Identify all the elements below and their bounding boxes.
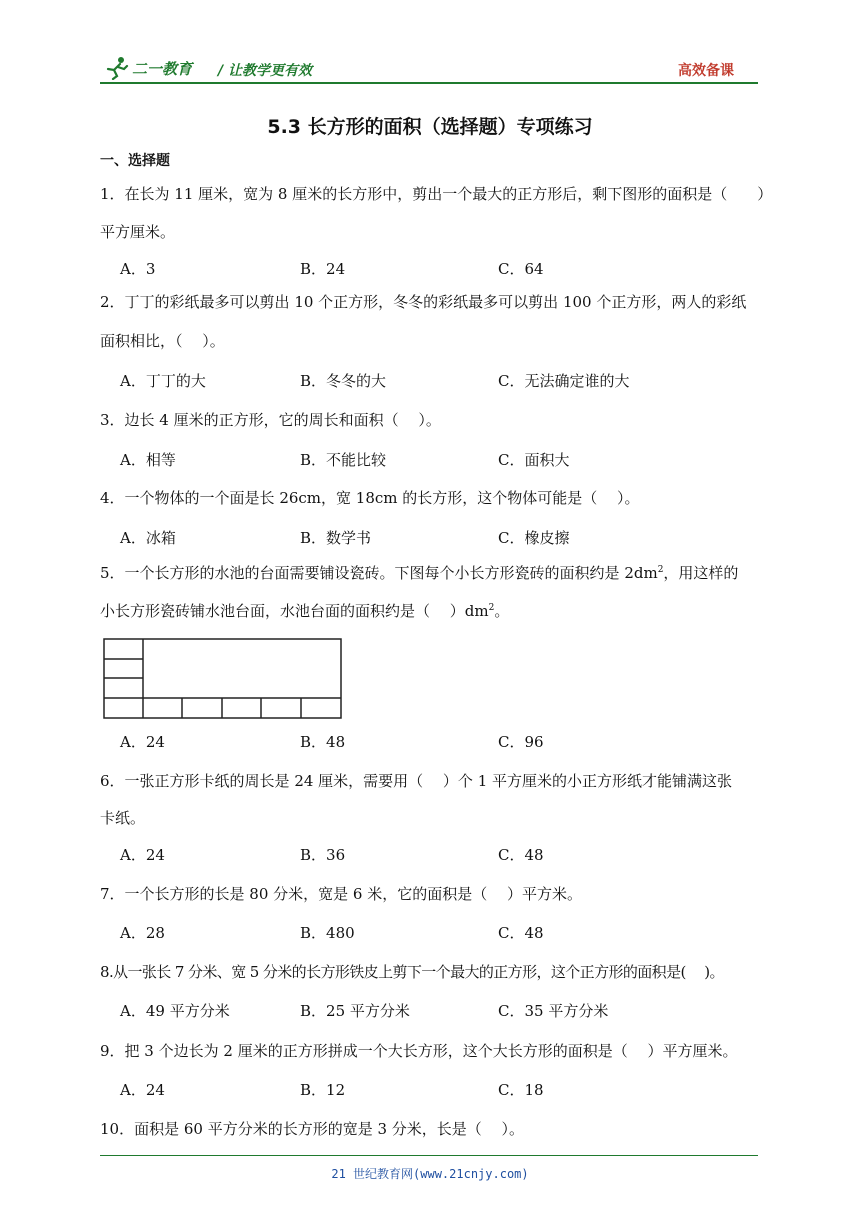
option-a[interactable]: A．丁丁的大 (120, 372, 206, 390)
option-a[interactable]: A．28 (120, 924, 165, 942)
tile-diagram (103, 638, 343, 720)
option-c[interactable]: C．橡皮擦 (498, 529, 570, 547)
page-header (100, 52, 758, 84)
option-c[interactable]: C．96 (498, 733, 544, 751)
option-b[interactable]: B．数学书 (300, 529, 372, 547)
footer-divider (100, 1155, 758, 1156)
question-2-line-1: 2．丁丁的彩纸最多可以剪出 10 个正方形，冬冬的彩纸最多可以剪出 100 个正方形，两人的彩纸 (100, 293, 747, 311)
question-7-line-1: 7．一个长方形的长是 80 分米，宽是 6 米，它的面积是（ ）平方米。 (100, 885, 583, 903)
question-5-line-1: 5．一个长方形的水池的台面需要铺设瓷砖。下图每个小长方形瓷砖的面积约是 $2dm^2$，用这样的 (100, 564, 739, 582)
question-8-options (120, 1000, 760, 1022)
option-b[interactable]: B．24 (300, 260, 346, 278)
option-c[interactable]: C．18 (498, 1081, 544, 1099)
option-a[interactable]: A．3 (120, 260, 156, 278)
question-6-line-2: 卡纸。 (100, 809, 146, 827)
question-5-line-2: 小长方形瓷砖铺水池台面，水池台面的面积约是（ ）$dm^2$。 (100, 602, 510, 620)
option-c[interactable]: C．48 (498, 924, 544, 942)
option-b[interactable]: B．25 平方分米 (300, 1002, 410, 1020)
question-5-options (120, 731, 760, 753)
question-4-options (120, 527, 760, 549)
option-b[interactable]: B．36 (300, 846, 346, 864)
option-b[interactable]: B．不能比较 (300, 451, 387, 469)
option-c[interactable]: C．35 平方分米 (498, 1002, 609, 1020)
question-6-options (120, 844, 760, 866)
option-a[interactable]: A．相等 (120, 451, 176, 469)
option-b[interactable]: B．冬冬的大 (300, 372, 387, 390)
option-b[interactable]: B．12 (300, 1081, 346, 1099)
runner-logo-icon (104, 56, 130, 80)
option-a[interactable]: A．24 (120, 1081, 165, 1099)
question-8-line-1: 8.从一张长 7 分米、宽 5 分米的长方形铁皮上剪下一个最大的正方形，这个正方形的面积是( )。 (100, 963, 724, 981)
question-3-options (120, 449, 760, 471)
question-1-options (120, 258, 760, 280)
question-2-line-2: 面积相比，（ ）。 (100, 332, 225, 350)
section-heading: 一、选择题 (100, 153, 170, 169)
option-a[interactable]: A．24 (120, 846, 165, 864)
question-7-options (120, 922, 760, 944)
tagline: 高效备课 (678, 63, 734, 79)
question-4-line-1: 4．一个物体的一个面是长 26cm，宽 18cm 的长方形，这个物体可能是（ ）。 (100, 489, 640, 507)
option-c[interactable]: C．无法确定谁的大 (498, 372, 630, 390)
page-title: 5.3 长方形的面积（选择题）专项练习 (267, 116, 593, 138)
logo (104, 54, 214, 82)
option-c[interactable]: C．面积大 (498, 451, 570, 469)
question-6-line-1: 6．一张正方形卡纸的周长是 24 厘米，需要用（ ）个 1 平方厘米的小正方形纸才能铺满这张 (100, 772, 733, 790)
question-1-line-1: 1．在长为 11 厘米，宽为 8 厘米的长方形中，剪出一个最大的正方形后，剩下图形的面积是（ ） (100, 185, 773, 203)
header-divider (100, 82, 758, 84)
question-3-line-1: 3．边长 4 厘米的正方形，它的周长和面积（ ）。 (100, 411, 441, 429)
option-a[interactable]: A．49 平方分米 (120, 1002, 230, 1020)
question-1-line-2: 平方厘米。 (100, 223, 176, 241)
question-2-options (120, 370, 760, 392)
slogan: / 让教学更有效 (218, 63, 312, 79)
question-9-options (120, 1079, 760, 1101)
question-10-line-1: 10．面积是 60 平方分米的长方形的宽是 3 分米，长是（ ）。 (100, 1120, 525, 1138)
logo-text: 二一教育 (132, 60, 193, 78)
question-9-line-1: 9．把 3 个边长为 2 厘米的正方形拼成一个大长方形，这个大长方形的面积是（ ）平方厘米。 (100, 1042, 738, 1060)
option-c[interactable]: C．48 (498, 846, 544, 864)
option-a[interactable]: A．冰箱 (120, 529, 176, 547)
option-c[interactable]: C．64 (498, 260, 544, 278)
option-a[interactable]: A．24 (120, 733, 165, 751)
footer-text[interactable]: 21 世纪教育网(www.21cnjy.com) (331, 1167, 529, 1181)
option-b[interactable]: B．480 (300, 924, 355, 942)
option-b[interactable]: B．48 (300, 733, 346, 751)
